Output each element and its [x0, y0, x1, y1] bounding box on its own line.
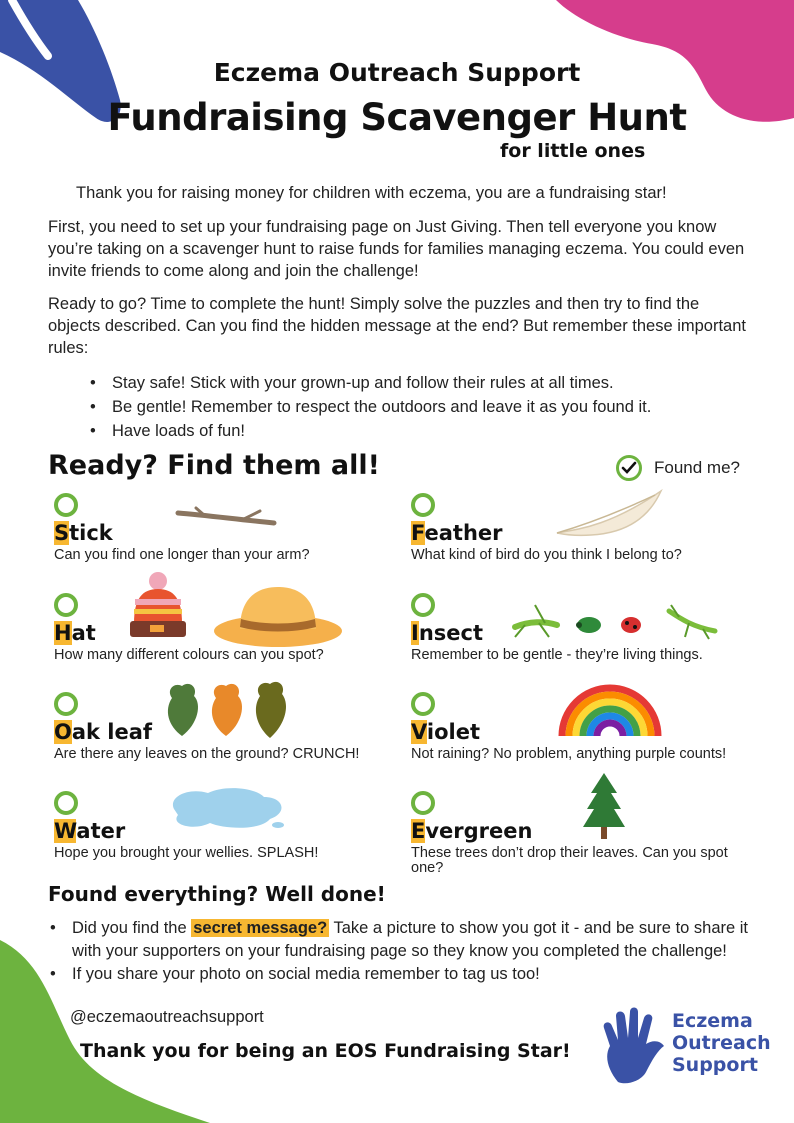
item-name: Evergreen — [411, 819, 533, 843]
checkbox-circle[interactable] — [54, 493, 78, 517]
item-question: Remember to be gentle - they’re living things. — [411, 647, 703, 663]
rule-item: • Have loads of fun! — [90, 419, 651, 443]
checkbox-circle[interactable] — [411, 493, 435, 517]
finish-heading: Found everything? Well done! — [48, 882, 386, 906]
finish-list — [50, 917, 750, 986]
hunt-heading: Ready? Find them all! — [48, 450, 380, 481]
social-handle[interactable]: @eczemaoutreachsupport — [70, 1008, 264, 1026]
secret-message-highlight: secret message? — [193, 919, 328, 937]
checkbox-circle[interactable] — [411, 692, 435, 716]
found-me-legend — [616, 455, 740, 481]
item-question: Hope you brought your wellies. SPLASH! — [54, 845, 319, 861]
hat-icon — [126, 571, 190, 643]
checkbox-circle[interactable] — [54, 593, 78, 617]
tree-icon — [581, 771, 627, 841]
hunt-item-insect — [411, 593, 761, 683]
item-name: Oak leaf — [54, 720, 153, 744]
checkbox-circle[interactable] — [411, 593, 435, 617]
hunt-item-evergreen — [411, 791, 761, 881]
rule-item: • Stay safe! Stick with your grown-up and follow their rules at all times. — [90, 371, 651, 395]
item-question: Not raining? No problem, anything purple counts! — [411, 746, 727, 762]
insect-icon — [509, 601, 719, 641]
item-question: These trees don’t drop their leaves. Can you spot one? — [411, 845, 728, 876]
finish-item: • Did you find the secret message? Take a picture to show you got it - and be sure to share it with your supporters on your fundraising page so they know you completed the challenge! — [50, 917, 750, 963]
item-question: What kind of bird do you think I belong to? — [411, 547, 682, 563]
hunt-item-stick — [54, 493, 404, 583]
feather-icon — [551, 489, 666, 541]
checkbox-circle[interactable] — [54, 692, 78, 716]
finish-item: • If you share your photo on social media remember to tag us too! — [50, 963, 750, 986]
sunhat-icon — [212, 581, 344, 651]
puddle-icon — [164, 783, 288, 833]
intro-paragraph-1: First, you need to set up your fundraising page on Just Giving. Then tell everyone you know you’re taking on a scavenger hunt to raise funds for families managing eczema. You could even invite friends to come along and join the challenge! — [48, 218, 745, 280]
rule-item: • Be gentle! Remember to respect the outdoors and leave it as you found it. — [90, 395, 651, 419]
org-title: Eczema Outreach Support — [213, 58, 581, 87]
hunt-item-oak-leaf — [54, 692, 404, 782]
rules-list — [90, 371, 651, 443]
checkbox-circle[interactable] — [54, 791, 78, 815]
item-name: Stick — [54, 521, 113, 545]
intro-thanks: Thank you for raising money for children with eczema, you are a fundraising star! — [76, 184, 667, 202]
item-name: Hat — [54, 621, 96, 645]
item-question: How many different colours can you spot? — [54, 647, 324, 663]
hunt-item-violet — [411, 692, 761, 782]
item-name: Water — [54, 819, 126, 843]
found-me-label: Found me? — [654, 458, 740, 477]
item-question: Can you find one longer than your arm? — [54, 547, 310, 563]
stick-icon — [174, 505, 284, 529]
checkbox-circle[interactable] — [411, 791, 435, 815]
check-icon — [616, 455, 642, 481]
intro-paragraph-2: Ready to go? Time to complete the hunt! Simply solve the puzzles and then try to find the objects described. Can you find the hidden message at the end? But remember these important rules: — [48, 295, 746, 357]
item-name: Insect — [411, 621, 484, 645]
oak-leaf-icon — [160, 680, 294, 740]
rainbow-icon — [557, 682, 663, 738]
hunt-item-water — [54, 791, 404, 881]
item-name: Feather — [411, 521, 503, 545]
hunt-item-hat — [54, 593, 404, 683]
page-title: Fundraising Scavenger Hunt — [107, 96, 687, 139]
logo-text: Eczema Outreach Support — [672, 1010, 771, 1076]
sub-title: for little ones — [500, 140, 646, 162]
closing-thanks: Thank you for being an EOS Fundraising Star! — [80, 1040, 571, 1062]
item-name: Violet — [411, 720, 480, 744]
item-question: Are there any leaves on the ground? CRUNCH! — [54, 746, 360, 762]
hunt-item-feather — [411, 493, 761, 583]
